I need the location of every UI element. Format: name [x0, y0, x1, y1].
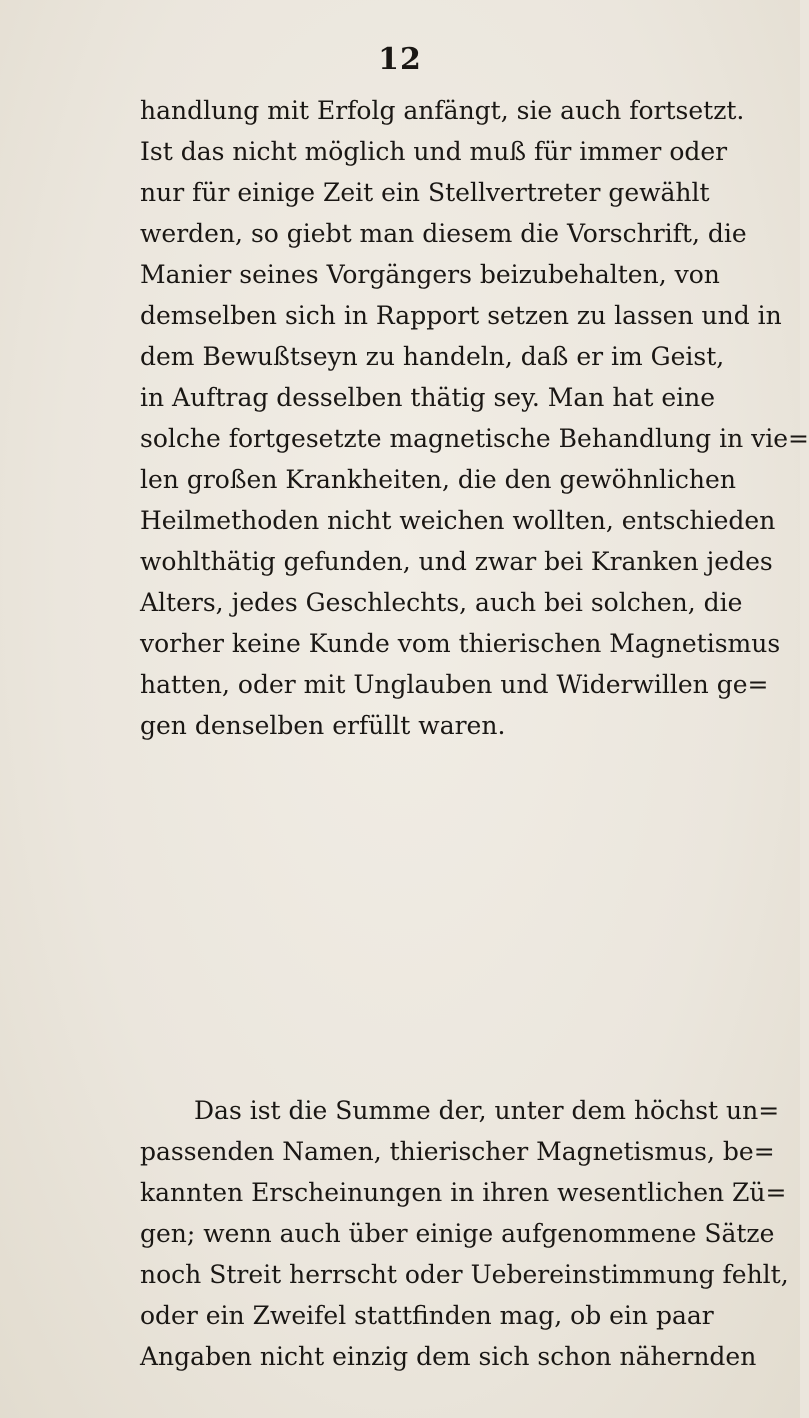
text-line: werden, so giebt man diesem die Vorschrift, die — [140, 219, 747, 248]
text-line: Angaben nicht einzig dem sich schon nähernden — [140, 1342, 757, 1371]
text-line: Heilmethoden nicht weichen wollten, entschieden — [140, 506, 776, 535]
text-line: demselben sich in Rapport setzen zu lassen und in — [140, 301, 782, 330]
text-line: nur für einige Zeit ein Stellvertreter gewählt — [140, 178, 710, 207]
text-line: Ist das nicht möglich und muß für immer oder — [140, 137, 728, 166]
text-line: kannten Erscheinungen in ihren wesentlichen Zü= — [140, 1178, 787, 1207]
text-line: Alters, jedes Geschlechts, auch bei solchen, die — [140, 588, 743, 617]
page-number: 12 — [378, 42, 422, 77]
text-line: wohlthätig gefunden, und zwar bei Kranken jedes — [140, 547, 773, 576]
text-line: gen denselben erfüllt waren. — [140, 711, 506, 740]
text-line: oder ein Zweifel stattfinden mag, ob ein paar — [140, 1301, 714, 1330]
text-line: Manier seines Vorgängers beizubehalten, von — [140, 260, 720, 289]
text-line: passenden Namen, thierischer Magnetismus, be= — [140, 1137, 775, 1166]
text-line: Das ist die Summe der, unter dem höchst un= — [194, 1096, 780, 1125]
paragraph-1 — [140, 90, 809, 746]
text-line: noch Streit herrscht oder Uebereinstimmung fehlt, — [140, 1260, 789, 1289]
text-line: solche fortgesetzte magnetische Behandlung in vie= — [140, 424, 809, 453]
text-line: handlung mit Erfolg anfängt, sie auch fortsetzt. — [140, 96, 745, 125]
text-line: len großen Krankheiten, die den gewöhnlichen — [140, 465, 736, 494]
text-line: dem Bewußtseyn zu handeln, daß er im Geist, — [140, 342, 725, 371]
paragraph-2 — [140, 1090, 789, 1377]
text-line: vorher keine Kunde vom thierischen Magnetismus — [140, 629, 781, 658]
text-line: in Auftrag desselben thätig sey. Man hat eine — [140, 383, 715, 412]
text-line: gen; wenn auch über einige aufgenommene Sätze — [140, 1219, 775, 1248]
text-line: hatten, oder mit Unglauben und Widerwillen ge= — [140, 670, 769, 699]
